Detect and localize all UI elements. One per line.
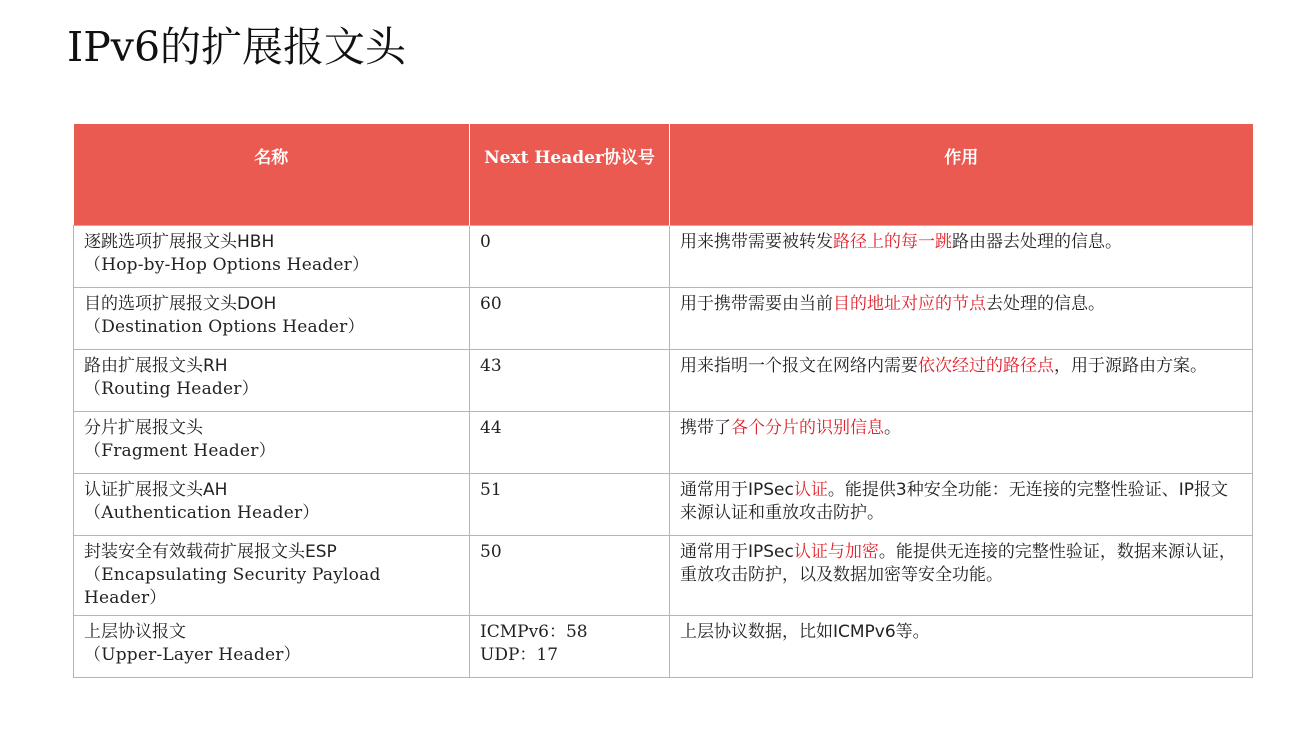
name-cell bbox=[74, 349, 470, 411]
name-en: （Destination Options Header） bbox=[84, 316, 365, 337]
name-cn: 目的选项扩展报文头DOH bbox=[84, 293, 277, 314]
desc-text: 携带了 bbox=[680, 417, 731, 438]
table-row-rh bbox=[74, 349, 1253, 411]
number-icmpv6: ICMPv6：58 bbox=[480, 621, 588, 642]
desc-cell bbox=[670, 411, 1253, 473]
name-cell bbox=[74, 473, 470, 535]
table-row-fragment bbox=[74, 411, 1253, 473]
name-cn: 上层协议报文 bbox=[84, 621, 186, 642]
table-header-row bbox=[74, 124, 1253, 225]
number-cell bbox=[470, 615, 670, 677]
name-cn: 封装安全有效载荷扩展报文头ESP bbox=[84, 541, 337, 562]
desc-text: 路由器去处理的信息。 bbox=[952, 231, 1122, 252]
desc-cell bbox=[670, 535, 1253, 615]
name-cn: 逐跳选项扩展报文头HBH bbox=[84, 231, 275, 252]
name-cell bbox=[74, 615, 470, 677]
name-cell bbox=[74, 535, 470, 615]
name-en: （Upper-Layer Header） bbox=[84, 644, 301, 665]
desc-text: 用来携带需要被转发 bbox=[680, 231, 833, 252]
desc-highlight: 目的地址对应的节点 bbox=[833, 293, 986, 314]
number-cell: 60 bbox=[470, 287, 670, 349]
name-cn: 路由扩展报文头RH bbox=[84, 355, 228, 376]
table-row-hbh bbox=[74, 225, 1253, 287]
extension-header-table bbox=[73, 124, 1253, 678]
name-en: （Fragment Header） bbox=[84, 440, 276, 461]
name-en: （Hop-by-Hop Options Header） bbox=[84, 254, 370, 275]
header-function: 作用 bbox=[670, 124, 1253, 225]
name-en: （Authentication Header） bbox=[84, 502, 320, 523]
name-cell bbox=[74, 411, 470, 473]
number-cell: 44 bbox=[470, 411, 670, 473]
desc-highlight: 路径上的每一跳 bbox=[833, 231, 952, 252]
name-en: （Encapsulating Security Payload Header） bbox=[84, 564, 381, 608]
header-next-header: Next Header协议号 bbox=[470, 124, 670, 225]
number-cell: 0 bbox=[470, 225, 670, 287]
desc-text: 去处理的信息。 bbox=[986, 293, 1105, 314]
name-cn: 分片扩展报文头 bbox=[84, 417, 203, 438]
desc-highlight: 各个分片的识别信息 bbox=[731, 417, 884, 438]
desc-text: 。能提供无连接的完整性验证，数据来源认证，重放攻击防护，以及数据加密等安全功能。 bbox=[680, 541, 1236, 585]
name-en: （Routing Header） bbox=[84, 378, 259, 399]
desc-highlight: 认证与加密 bbox=[793, 541, 879, 562]
number-cell: 51 bbox=[470, 473, 670, 535]
name-cn: 认证扩展报文头AH bbox=[84, 479, 228, 500]
page-title: IPv6的扩展报文头 bbox=[67, 23, 407, 71]
name-cell bbox=[74, 225, 470, 287]
desc-cell bbox=[670, 225, 1253, 287]
desc-text: ，用于源路由方案。 bbox=[1054, 355, 1207, 376]
name-cell bbox=[74, 287, 470, 349]
desc-text: 通常用于IPSec bbox=[680, 541, 794, 562]
header-name: 名称 bbox=[74, 124, 470, 225]
desc-text: 上层协议数据，比如ICMPv6等。 bbox=[680, 621, 930, 642]
desc-text: 用来指明一个报文在网络内需要 bbox=[680, 355, 918, 376]
number-cell: 50 bbox=[470, 535, 670, 615]
table-row-ah bbox=[74, 473, 1253, 535]
table-row-esp bbox=[74, 535, 1253, 615]
desc-text: 用于携带需要由当前 bbox=[680, 293, 833, 314]
table-row-upper-layer bbox=[74, 615, 1253, 677]
desc-text: 。能提供3种安全功能：无连接的完整性验证、IP报文来源认证和重放攻击防护。 bbox=[680, 479, 1228, 523]
desc-cell bbox=[670, 349, 1253, 411]
desc-highlight: 依次经过的路径点 bbox=[918, 355, 1054, 376]
number-cell: 43 bbox=[470, 349, 670, 411]
desc-cell bbox=[670, 615, 1253, 677]
desc-text: 通常用于IPSec bbox=[680, 479, 794, 500]
desc-text: 。 bbox=[884, 417, 901, 438]
desc-cell bbox=[670, 287, 1253, 349]
table-row-doh bbox=[74, 287, 1253, 349]
desc-highlight: 认证 bbox=[793, 479, 828, 500]
number-udp: UDP：17 bbox=[480, 644, 559, 665]
desc-cell bbox=[670, 473, 1253, 535]
